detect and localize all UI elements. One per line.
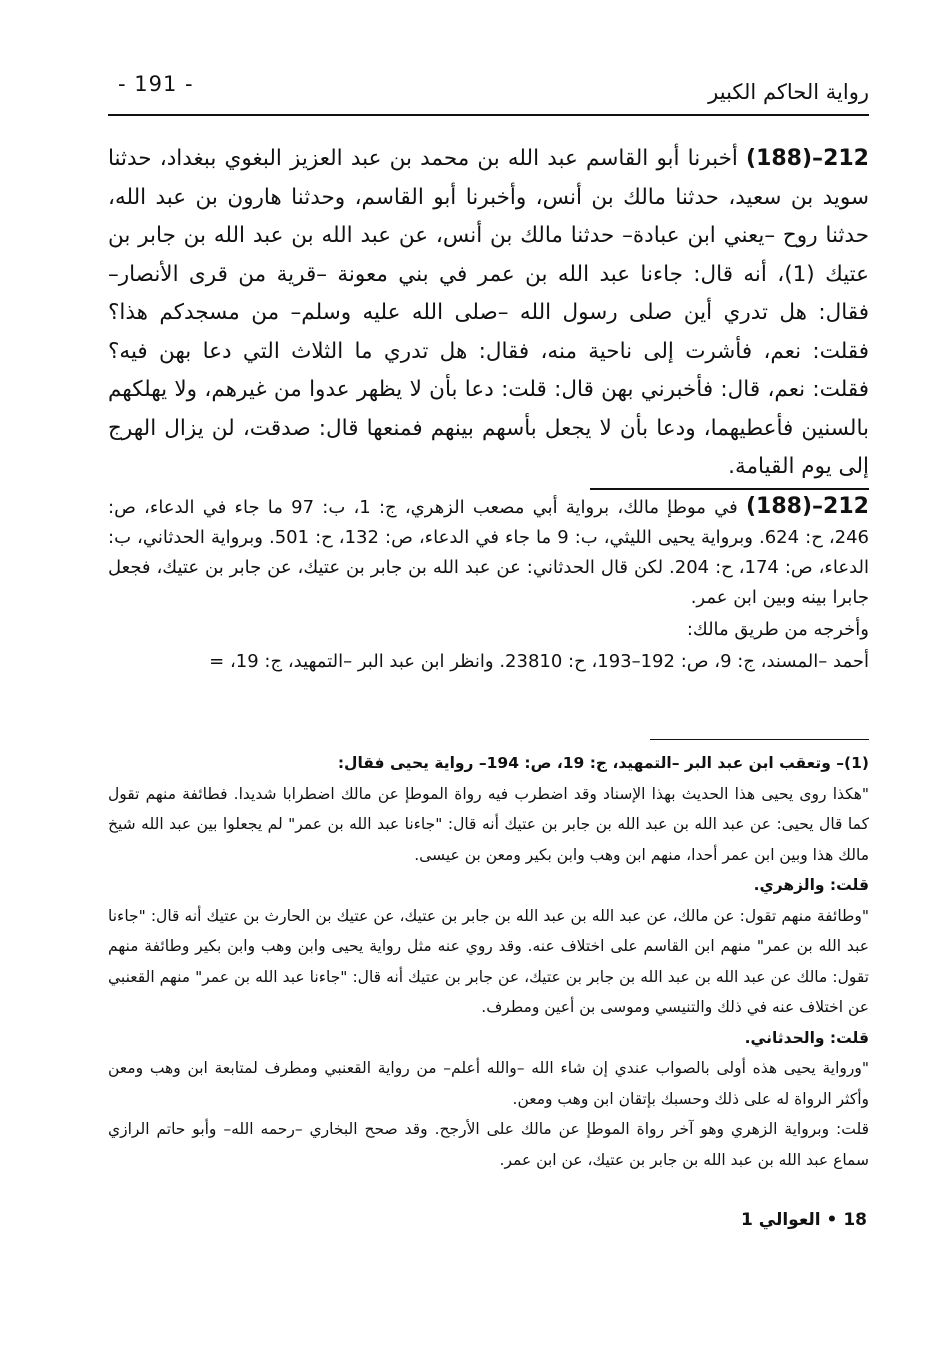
notes-line-3: أحمد –المسند، ج: 9، ص: 192–193، ح: 23810. وانظر ابن عبد البر –التمهيد، ج: 19، = [209, 651, 869, 672]
footnote-commentary [108, 748, 869, 1175]
footnote-head: (1)– وتعقب ابن عبد البر –التمهيد، ج: 19، ص: 194– رواية يحيى فقال: [337, 754, 869, 772]
header-title: رواية الحاكم الكبير [708, 80, 869, 104]
hadith-body: أخبرنا أبو القاسم عبد الله بن محمد بن عبد العزيز البغوي ببغداد، حدثنا سويد بن سعيد، حدثنا مالك بن أنس، وأخبرنا أبو القاسم، وحدثنا هارون بن عبد الله، حدثنا روح –يعني ابن عبادة– حدثنا مالك بن أنس، عن عبد الله بن عبد الله بن جابر بن عتيك (1)، أنه قال: جاءنا عبد الله بن عمر في بني معونة –قرية من قرى الأنصار– فقال: هل تدري أين صلى رسول الله –صلى الله عليه وسلم– من مسجدكم هذا؟ فقلت: نعم، فأشرت إلى ناحية منه، فقال: هل تدري ما الثلاث التي دعا بهن فيه؟ فقلت: نعم، قال: فأخبرني بهن قال: قلت: دعا بأن لا يظهر عدوا من غيرهم، ولا يهلكهم بالسنين فأعطيهما، ودعا بأن لا يجعل بأسهم بينهم فمنعها قال: صدقت، لن يزال الهرج إلى يوم القيامة. [108, 146, 869, 479]
header-rule [108, 114, 869, 116]
notes-paragraph [108, 492, 869, 613]
footnote-paragraph-5: "ورواية يحيى هذه أولى بالصواب عندي إن شاء الله –والله أعلم– من رواية القعنبي ومطرف لمتابعة ابن وهب ومعن وأكثر الرواة له على ذلك وحسبك بإتقان ابن وهب ومعن. [108, 1059, 869, 1108]
footnote-paragraph-6: قلت: وبرواية الزهري وهو آخر رواة الموطإ عن مالك على الأرجح. وقد صحح البخاري –رحمه الله– وأبو حاتم الرازي سماع عبد الله بن عبد الله بن جابر بن عتيك، عن ابن عمر. [108, 1120, 869, 1169]
page-number: - 191 - [118, 72, 194, 96]
takhrij-notes [108, 492, 869, 677]
hadith-ref: 212–(188) [746, 146, 869, 171]
footnote-paragraph-2: قلت: والزهري. [753, 876, 869, 894]
notes-body: في موطإ مالك، برواية أبي مصعب الزهري، ج: 1، ب: 97 ما جاء في الدعاء، ص: 246، ح: 624. وبرواية يحيى الليثي، ب: 9 ما جاء في الدعاء، ص: 132، ح: 501. وبرواية الحدثاني، ب: الدعاء، ص: 174، ح: 204. لكن قال الحدثاني: عن عبد الله بن جابر بن عتيك، عن جابر بن عتيك، فجعل جابرا بينه وبين ابن عمر. [108, 497, 870, 608]
footnote-paragraph-3: "وطائفة منهم تقول: عن مالك، عن عبد الله بن عبد الله بن جابر بن عتيك، عن عتيك بن الحارث بن عتيك أنه قال: "جاءنا عبد الله بن عمر" منهم ابن القاسم على اختلاف عنه. وقد روي عنه مثل رواية يحيى وابن وهب وابن بكير وطائفة منهم تقول: مالك عن عبد الله بن عبد الله بن جابر بن عتيك، عن جابر بن عتيك أنه قال: "جاءنا عبد الله بن عمر" منهم القعنبي عن اختلاف عنه في ذلك والتنيسي وموسى بن أعين ومطرف. [108, 906, 869, 1016]
notes-line-2: وأخرجه من طريق مالك: [686, 619, 869, 640]
running-header [108, 66, 869, 110]
footnote-paragraph-1: "هكذا روى يحيى هذا الحديث بهذا الإسناد وقد اضطرب فيه رواة الموطإ عن مالك اضطرابا شديدا. فطائفة منهم تقول كما قال يحيى: عن عبد الله بن عبد الله بن جابر بن عتيك أنه قال: "جاءنا عبد الله بن عمر" لم يجعلوا بين عبد الله شيخ مالك هذا وبين ابن عمر أحدا، منهم ابن وهب وابن بكير ومعن بن عيسى. [108, 784, 869, 864]
hadith-text [108, 140, 869, 487]
footnote-separator [650, 739, 869, 740]
notes-ref: 212–(188) [745, 494, 869, 519]
notes-rule [590, 488, 869, 490]
printer-signature: 18 • العوالي 1 [740, 1210, 867, 1230]
footnote-paragraph-4: قلت: والحدثاني. [744, 1028, 869, 1047]
